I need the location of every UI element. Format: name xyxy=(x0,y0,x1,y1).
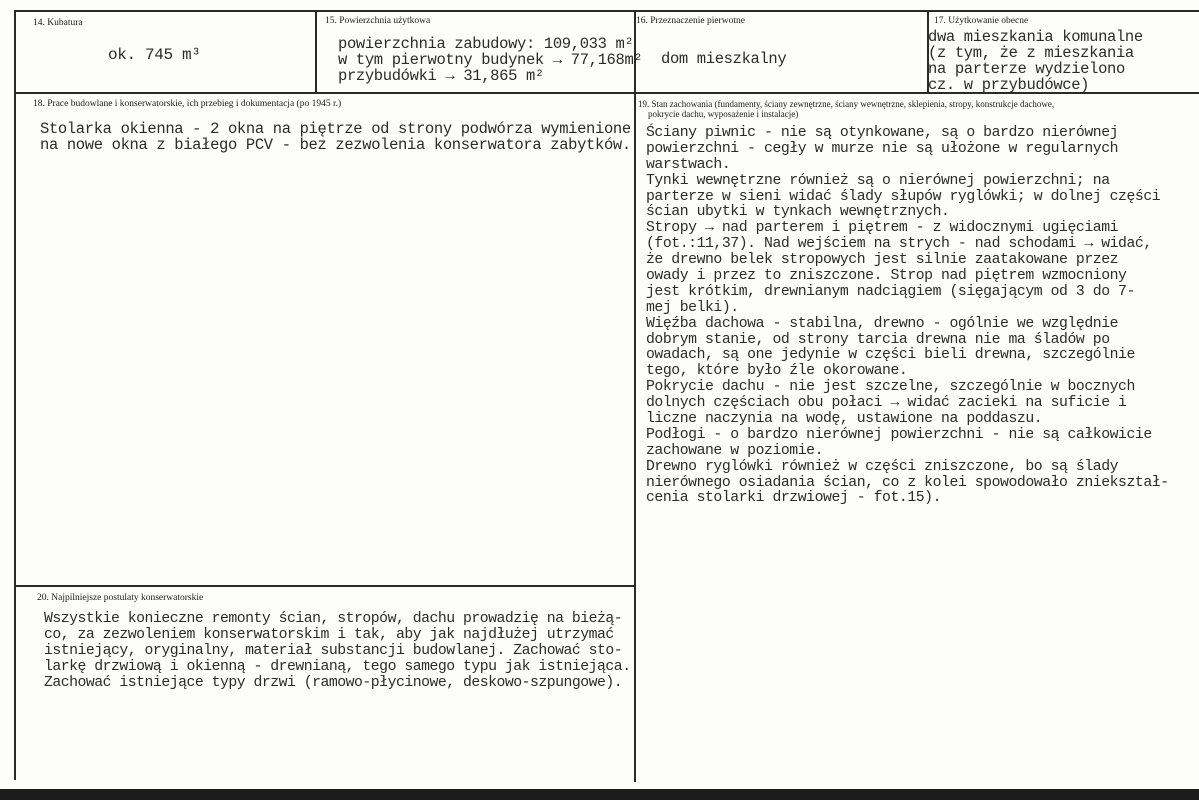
box19-line: zachowane w poziomie. xyxy=(646,442,824,459)
box15-label: 15. Powierzchnia użytkowa xyxy=(325,16,431,26)
box19-text xyxy=(646,126,1169,507)
box14-value: ok. 745 m³ xyxy=(108,46,201,64)
box15-line: w tym pierwotny budynek → 77,168m² xyxy=(338,51,643,69)
box20-text xyxy=(44,611,631,691)
box18-box20-divider-line xyxy=(14,585,636,587)
box18-label: 18. Prace budowlane i konserwatorskie, ich przebieg i dokumentacja (po 1945 r.) xyxy=(33,99,342,109)
box20-line: Wszystkie konieczne remonty ścian, stropów, dachu prowadzię na bieżą- xyxy=(44,611,623,627)
box15-line: powierzchnia zabudowy: 109,033 m² xyxy=(338,35,634,53)
box19-label-line1: 19. Stan zachowania (fundamenty, ściany zewnętrzne, ściany wewnętrzne, sklepienia, stropy, konstrukcje dachowe, xyxy=(638,99,1055,109)
box19-line: owadach, są one jedynie w części bieli drewna, szczególnie xyxy=(646,347,1135,364)
box19-line: (fot.:11,37). Nad wejściem na strych - nad schodami → widać, xyxy=(646,236,1152,253)
box20-line: istniejący, oryginalny, materiał substancji budowlanej. Zachować sto- xyxy=(44,643,623,659)
box17-line: (z tym, że z mieszkania xyxy=(928,44,1134,62)
box19-line: Tynki wewnętrzne również są o nierównej powierzchni; na xyxy=(646,172,1110,189)
left-border-line xyxy=(14,10,16,780)
box19-line: jest krótkim, drewnianym nadciągiem (sięgającym od 3 do 7- xyxy=(646,283,1135,300)
box19-line: Podłogi - o bardzo nierównej powierzchni - nie są całkowicie xyxy=(646,426,1152,443)
box18-text xyxy=(40,121,631,153)
top-border-line xyxy=(14,10,1199,12)
box16-label: 16. Przeznaczenie pierwotne xyxy=(636,16,745,26)
box19-line: Ściany piwnic - nie są otynkowane, są o bardzo nierównej xyxy=(646,125,1119,141)
box19-line: tego, które było źle okorowane. xyxy=(646,363,908,380)
col-divider-main xyxy=(634,10,636,782)
box18-line: na nowe okna z białego PCV - bez zezwolenia konserwatora zabytków. xyxy=(40,136,631,154)
box19-line: Więźba dachowa - stabilna, drewno - ogólnie we względnie xyxy=(646,315,1119,332)
box18-line: Stolarka okienna - 2 okna na piętrze od strony podwórza wymienione xyxy=(40,120,631,138)
box20-label: 20. Najpilniejsze postulaty konserwatorskie xyxy=(37,593,204,603)
box17-line: na parterze wydzielono xyxy=(928,60,1125,78)
box19-line: dobrym stanie, od strony tarcia drewna nie ma śladów po xyxy=(646,331,1110,348)
box20-line: co, za zezwoleniem konserwatorskim i tak, aby jak najdłużej utrzymać xyxy=(44,627,614,643)
col-divider-15 xyxy=(315,10,317,93)
box19-line: liczne naczynia na wodę, ustawione na poddaszu. xyxy=(646,411,1043,428)
box19-line: mej belki). xyxy=(646,299,739,316)
box15-line: przybudówki → 31,865 m² xyxy=(338,67,544,85)
box19-line: Drewno ryglówki również w części zniszczone, bo są ślady xyxy=(646,458,1119,475)
scan-bottom-edge xyxy=(0,789,1199,800)
box17-line: dwa mieszkania komunalne xyxy=(928,28,1143,46)
box19-label-line2: pokrycie dachu, wyposażenie i instalacje) xyxy=(648,109,799,119)
box19-line: że drewno belek stropowych jest silnie zaatakowane przez xyxy=(646,252,1119,269)
box19-line: Pokrycie dachu - nie jest szczelne, szczególnie w bocznych xyxy=(646,379,1135,396)
box14-label: 14. Kubatura xyxy=(33,18,83,28)
box19-line: nierównego osiadania ścian, co z kolei spowodowało zniekształ- xyxy=(646,474,1169,491)
box19-line: ścian ubytki w tynkach wewnętrznych. xyxy=(646,204,950,221)
box19-line: powierzchni - cegły w murze nie są ułożone w regularnych xyxy=(646,140,1119,157)
box15-text xyxy=(338,36,642,84)
box17-text xyxy=(928,29,1143,93)
box19-line: dolnych częściach obu połaci → widać zacieki na suficie i xyxy=(646,395,1127,412)
box19-line: warstwach. xyxy=(646,156,731,173)
box19-line: owady i przez to zniszczone. Strop nad piętrem wzmocniony xyxy=(646,268,1127,285)
box20-line: larkę drzwiową i okienną - drewnianą, tego samego typu jak istniejąca. xyxy=(44,659,631,675)
box16-value: dom mieszkalny xyxy=(661,50,787,68)
box19-line: cenia stolarki drzwiowej - fot.15). xyxy=(646,490,942,507)
box17-line: cz. w przybudówce) xyxy=(928,76,1090,94)
box19-line: Stropy → nad parterem i piętrem - z widocznymi ugięciami xyxy=(646,220,1119,237)
box20-line: Zachować istniejące typy drzwi (ramowo-płycinowe, deskowo-szpungowe). xyxy=(44,675,623,691)
box17-label: 17. Użytkowanie obecne xyxy=(934,16,1029,26)
box19-line: parterze w sieni widać ślady słupów ryglówki; w dolnej części xyxy=(646,188,1161,205)
